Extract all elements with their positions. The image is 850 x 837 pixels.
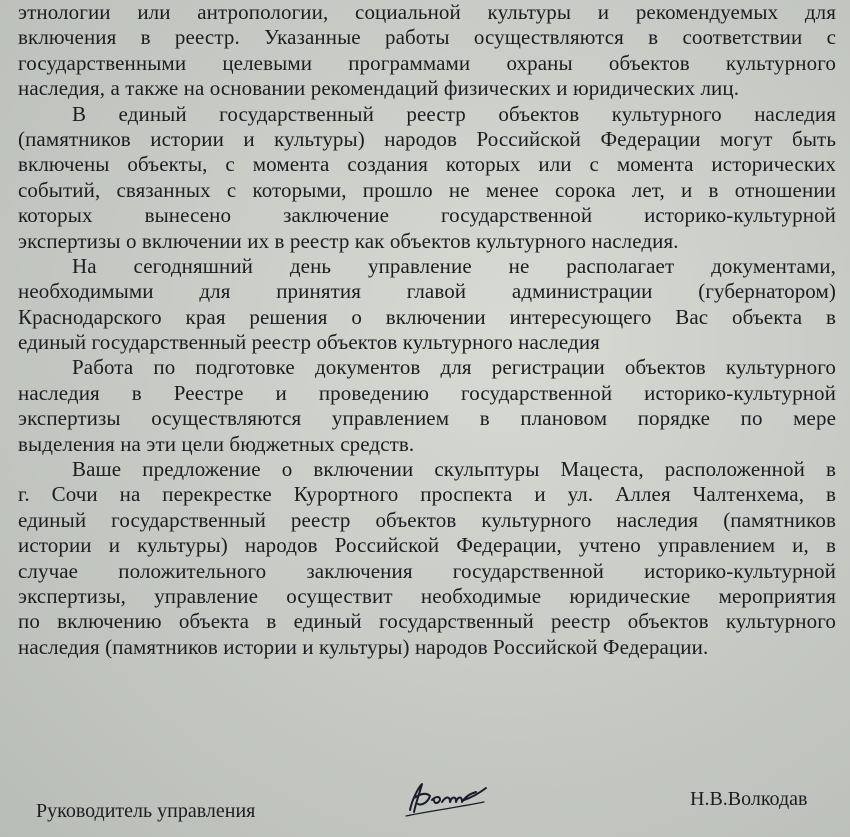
text-line: которых вынесено заключение государственной историко-культурной xyxy=(18,203,836,228)
text-line: по включению объекта в единый государственный реестр объектов культурного xyxy=(18,609,836,634)
text-line: необходимыми для принятия главой администрации (губернатором) xyxy=(18,279,836,304)
text-line: Краснодарского края решения о включении интересующего Вас объекта в xyxy=(18,304,836,329)
text-line: экспертизы осуществляются управлением в плановом порядке по мере xyxy=(18,406,836,431)
text-line: экспертизы, управление осуществит необходимые юридические мероприятия xyxy=(18,583,836,608)
text-line: единый государственный реестр объектов культурного наследия xyxy=(18,330,600,355)
text-line: единый государственный реестр объектов культурного наследия (памятников xyxy=(18,507,836,532)
text-line: Ваше предложение о включении скульптуры Мацеста, расположенной в xyxy=(72,457,836,482)
text-line: включения в реестр. Указанные работы осуществляются в соответствии с xyxy=(18,25,836,50)
text-line: истории и культуры) народов Российской Федерации, учтено управлением и, в xyxy=(18,533,836,558)
text-line: государственными целевыми программами охраны объектов культурного xyxy=(18,50,836,75)
signature-block xyxy=(0,788,850,828)
signer-name: Н.В.Волкодав xyxy=(690,788,808,810)
text-line: наследия, а также на основании рекомендаций физических и юридических лиц. xyxy=(18,76,740,101)
text-line: В единый государственный реестр объектов культурного наследия xyxy=(72,101,836,126)
text-line: включены объекты, с момента создания которых или с момента исторических xyxy=(18,152,836,177)
letter-body xyxy=(18,0,836,660)
text-line: событий, связанных с которыми, прошло не менее сорока лет, и в отношении xyxy=(18,177,836,202)
text-line: г. Сочи на перекрестке Курортного проспекта и ул. Аллея Чалтенхема, в xyxy=(18,482,836,507)
text-line: наследия в Реестре и проведению государственной историко-культурной xyxy=(18,380,836,405)
text-line: На сегодняшний день управление не располагает документами, xyxy=(72,253,836,278)
text-line: выделения на эти цели бюджетных средств. xyxy=(18,431,415,456)
text-line: Работа по подготовке документов для регистрации объектов культурного xyxy=(72,355,836,380)
text-line: (памятников истории и культуры) народов Российской Федерации могут быть xyxy=(18,126,836,151)
signer-role: Руководитель управления xyxy=(36,800,256,822)
text-line: этнологии или антропологии, социальной культуры и рекомендуемых для xyxy=(18,0,836,24)
text-line: случае положительного заключения государственной историко-культурной xyxy=(18,558,836,583)
text-line: наследия (памятников истории и культуры) народов Российской Федерации. xyxy=(18,634,709,659)
text-line: экспертизы о включении их в реестр как объектов культурного наследия. xyxy=(18,228,679,253)
